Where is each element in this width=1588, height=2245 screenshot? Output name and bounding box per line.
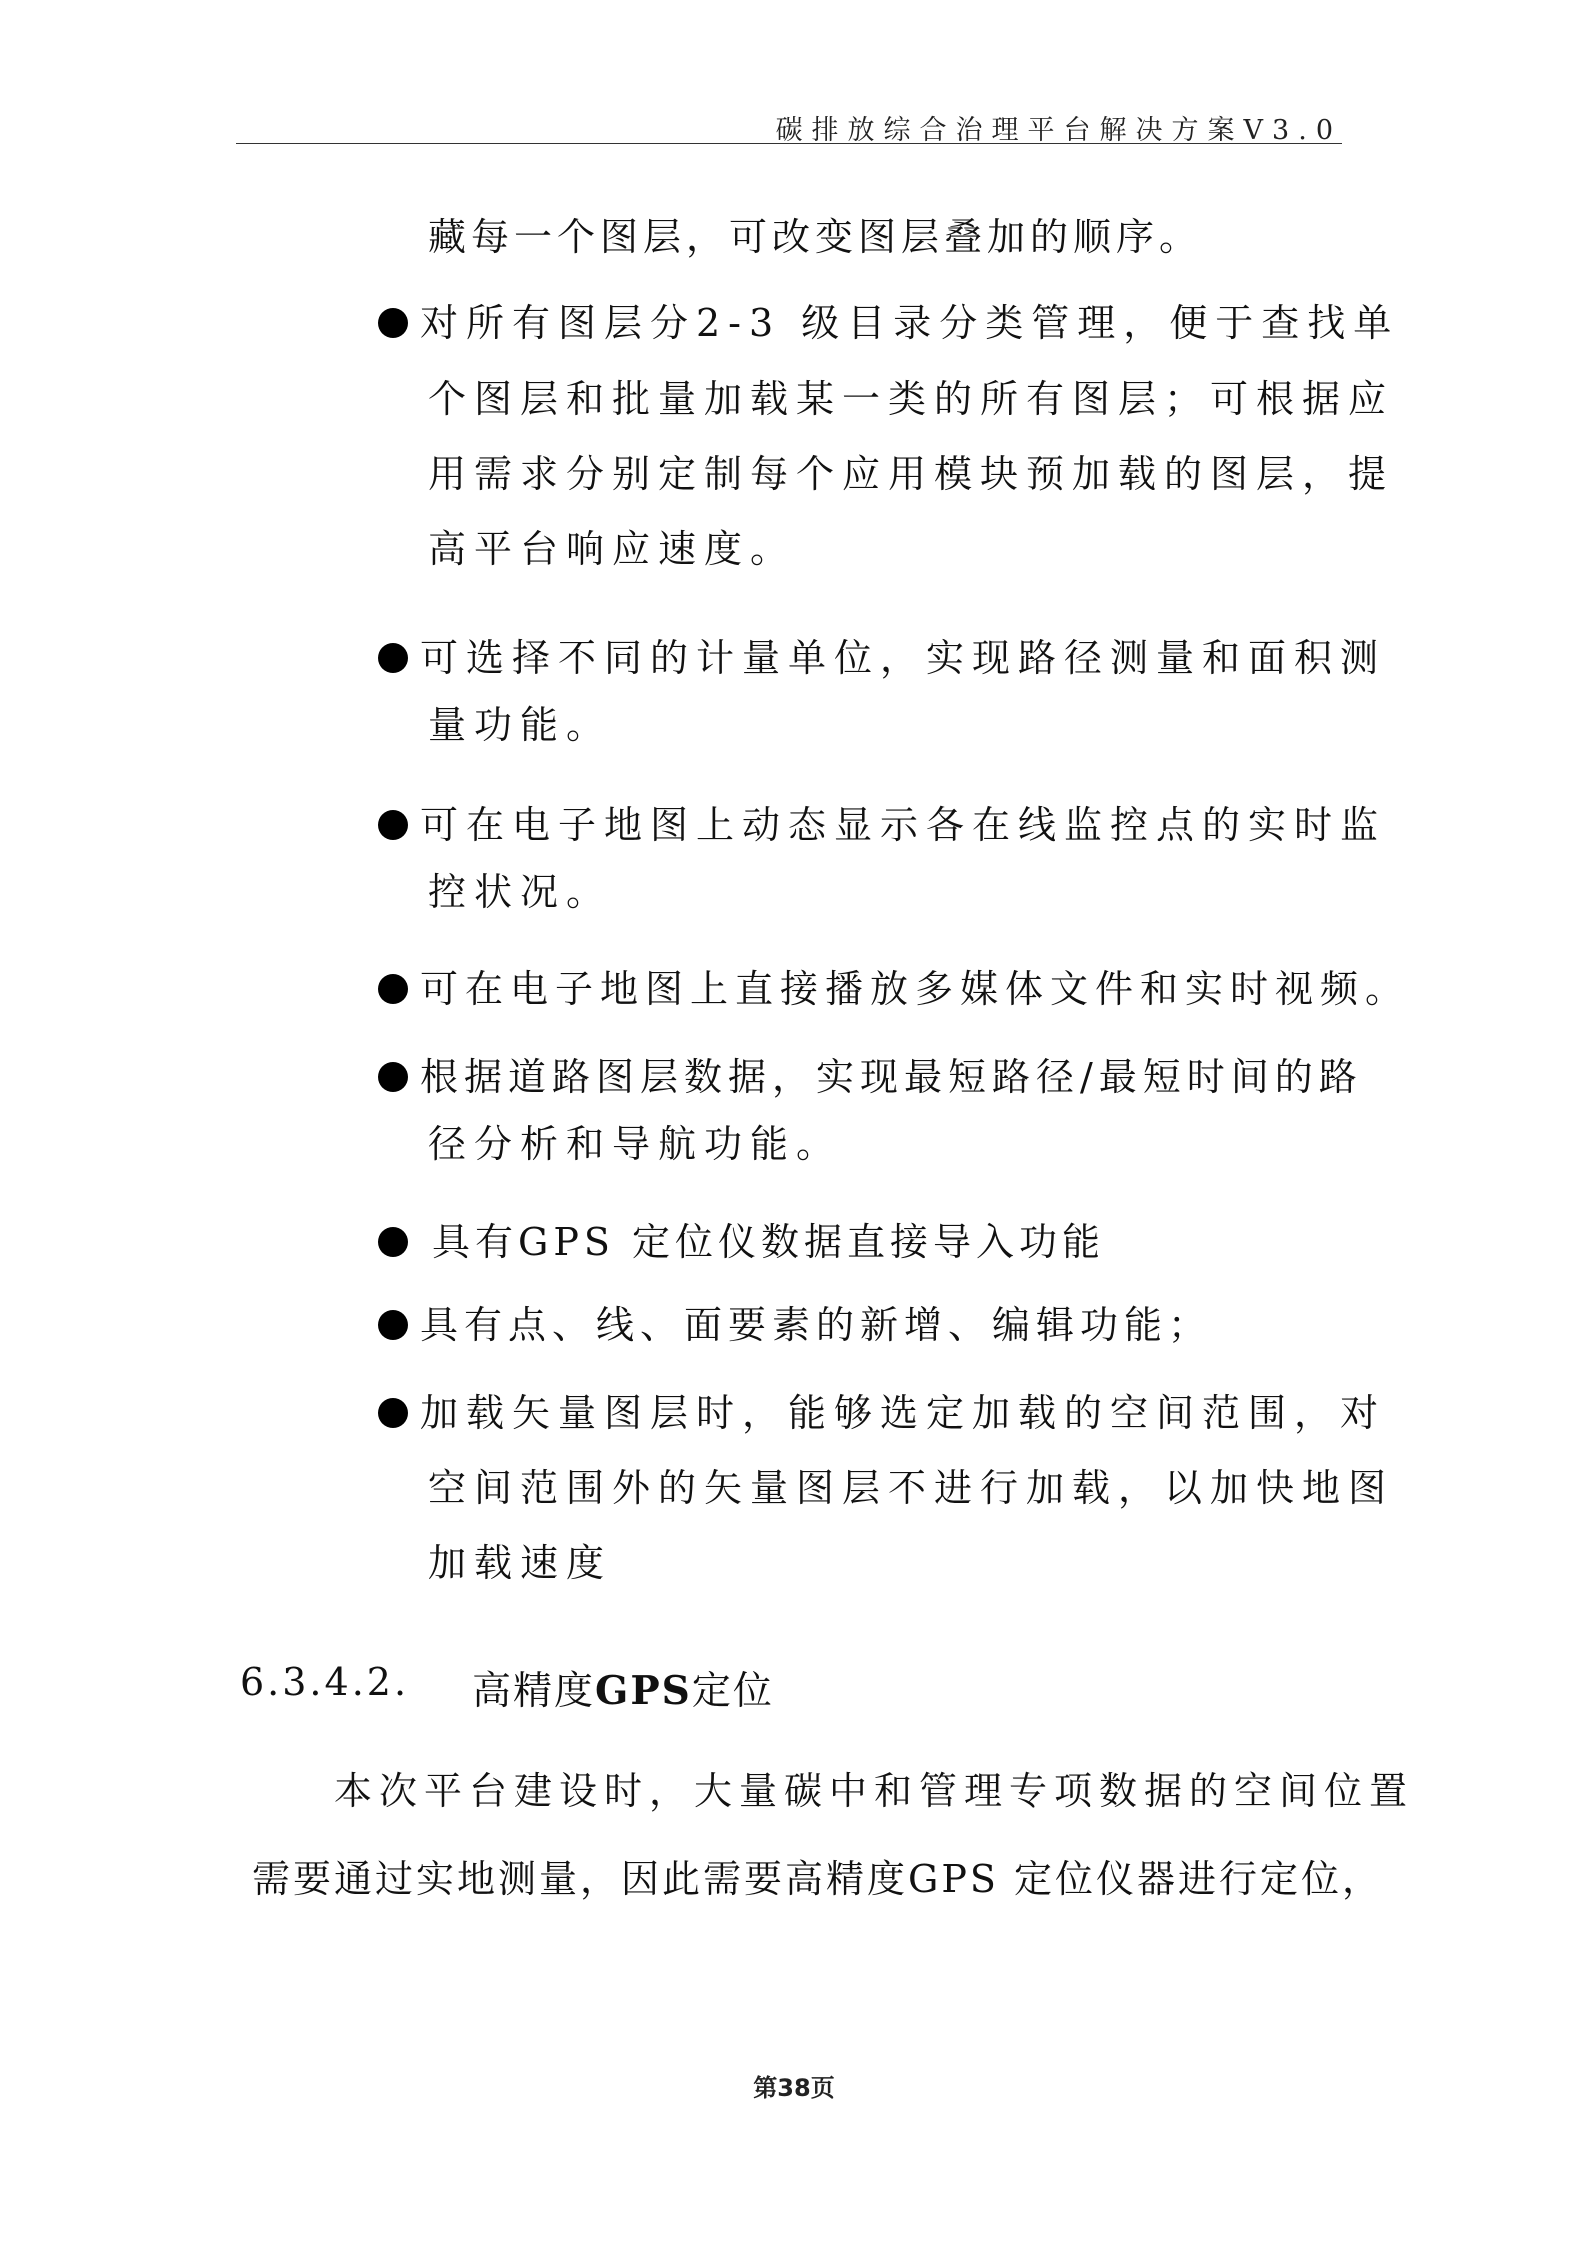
bullet-line: 径分析和导航功能。	[428, 1122, 843, 1166]
bullet-line: 个图层和批量加载某一类的所有图层；可根据应	[428, 377, 1395, 421]
bullet-line: 量功能。	[428, 703, 613, 747]
bullet-line: 对所有图层分2-3 级目录分类管理，便于查找单	[420, 301, 1400, 345]
bullet-line: 可在电子地图上动态显示各在线监控点的实时监	[420, 803, 1387, 847]
page-number: 第38页	[753, 2074, 835, 2102]
bullet-line: 根据道路图层数据，实现最短路径/最短时间的路	[420, 1055, 1363, 1099]
paragraph-line: 本次平台建设时，大量碳中和管理专项数据的空间位置	[334, 1769, 1415, 1813]
bullet-line: 加载矢量图层时，能够选定加载的空间范围，对	[420, 1391, 1387, 1435]
paragraph-line: 需要通过实地测量，因此需要高精度GPS 定位仪器进行定位，	[252, 1857, 1384, 1901]
bullet-dot	[378, 643, 408, 673]
section-title-part: GPS	[595, 1668, 692, 1714]
bullet-line: 高平台响应速度。	[428, 527, 797, 571]
bullet-line: 空间范围外的矢量图层不进行加载，以加快地图	[428, 1466, 1395, 1510]
section-title	[472, 1660, 774, 1716]
bullet-dot	[378, 1227, 408, 1257]
bullet-line: 控状况。	[428, 870, 613, 914]
section-title-part: 定位	[691, 1669, 774, 1714]
bullet-line: 具有GPS 定位仪数据直接导入功能	[432, 1220, 1106, 1264]
bullet-dot	[378, 974, 408, 1004]
bullet-dot	[378, 1062, 408, 1092]
bullet-line: 具有点、线、面要素的新增、编辑功能；	[420, 1303, 1213, 1347]
bullet-dot	[378, 1310, 408, 1340]
bullet-line: 可选择不同的计量单位，实现路径测量和面积测	[420, 636, 1387, 680]
bullet-line: 用需求分别定制每个应用模块预加载的图层，提	[428, 452, 1395, 496]
header-rule	[236, 143, 1342, 144]
bullet-line: 可在电子地图上直接播放多媒体文件和实时视频。	[420, 967, 1411, 1011]
bullet-dot	[378, 308, 408, 338]
section-number: 6.3.4.2.	[240, 1660, 410, 1704]
continued-text: 藏每一个图层，可改变图层叠加的顺序。	[428, 215, 1203, 259]
bullet-dot	[378, 1398, 408, 1428]
bullet-line: 加载速度	[428, 1541, 613, 1585]
section-title-part: 高精度	[472, 1669, 596, 1714]
header-title: 碳排放综合治理平台解决方案V3.0	[775, 115, 1342, 146]
bullet-dot	[378, 810, 408, 840]
